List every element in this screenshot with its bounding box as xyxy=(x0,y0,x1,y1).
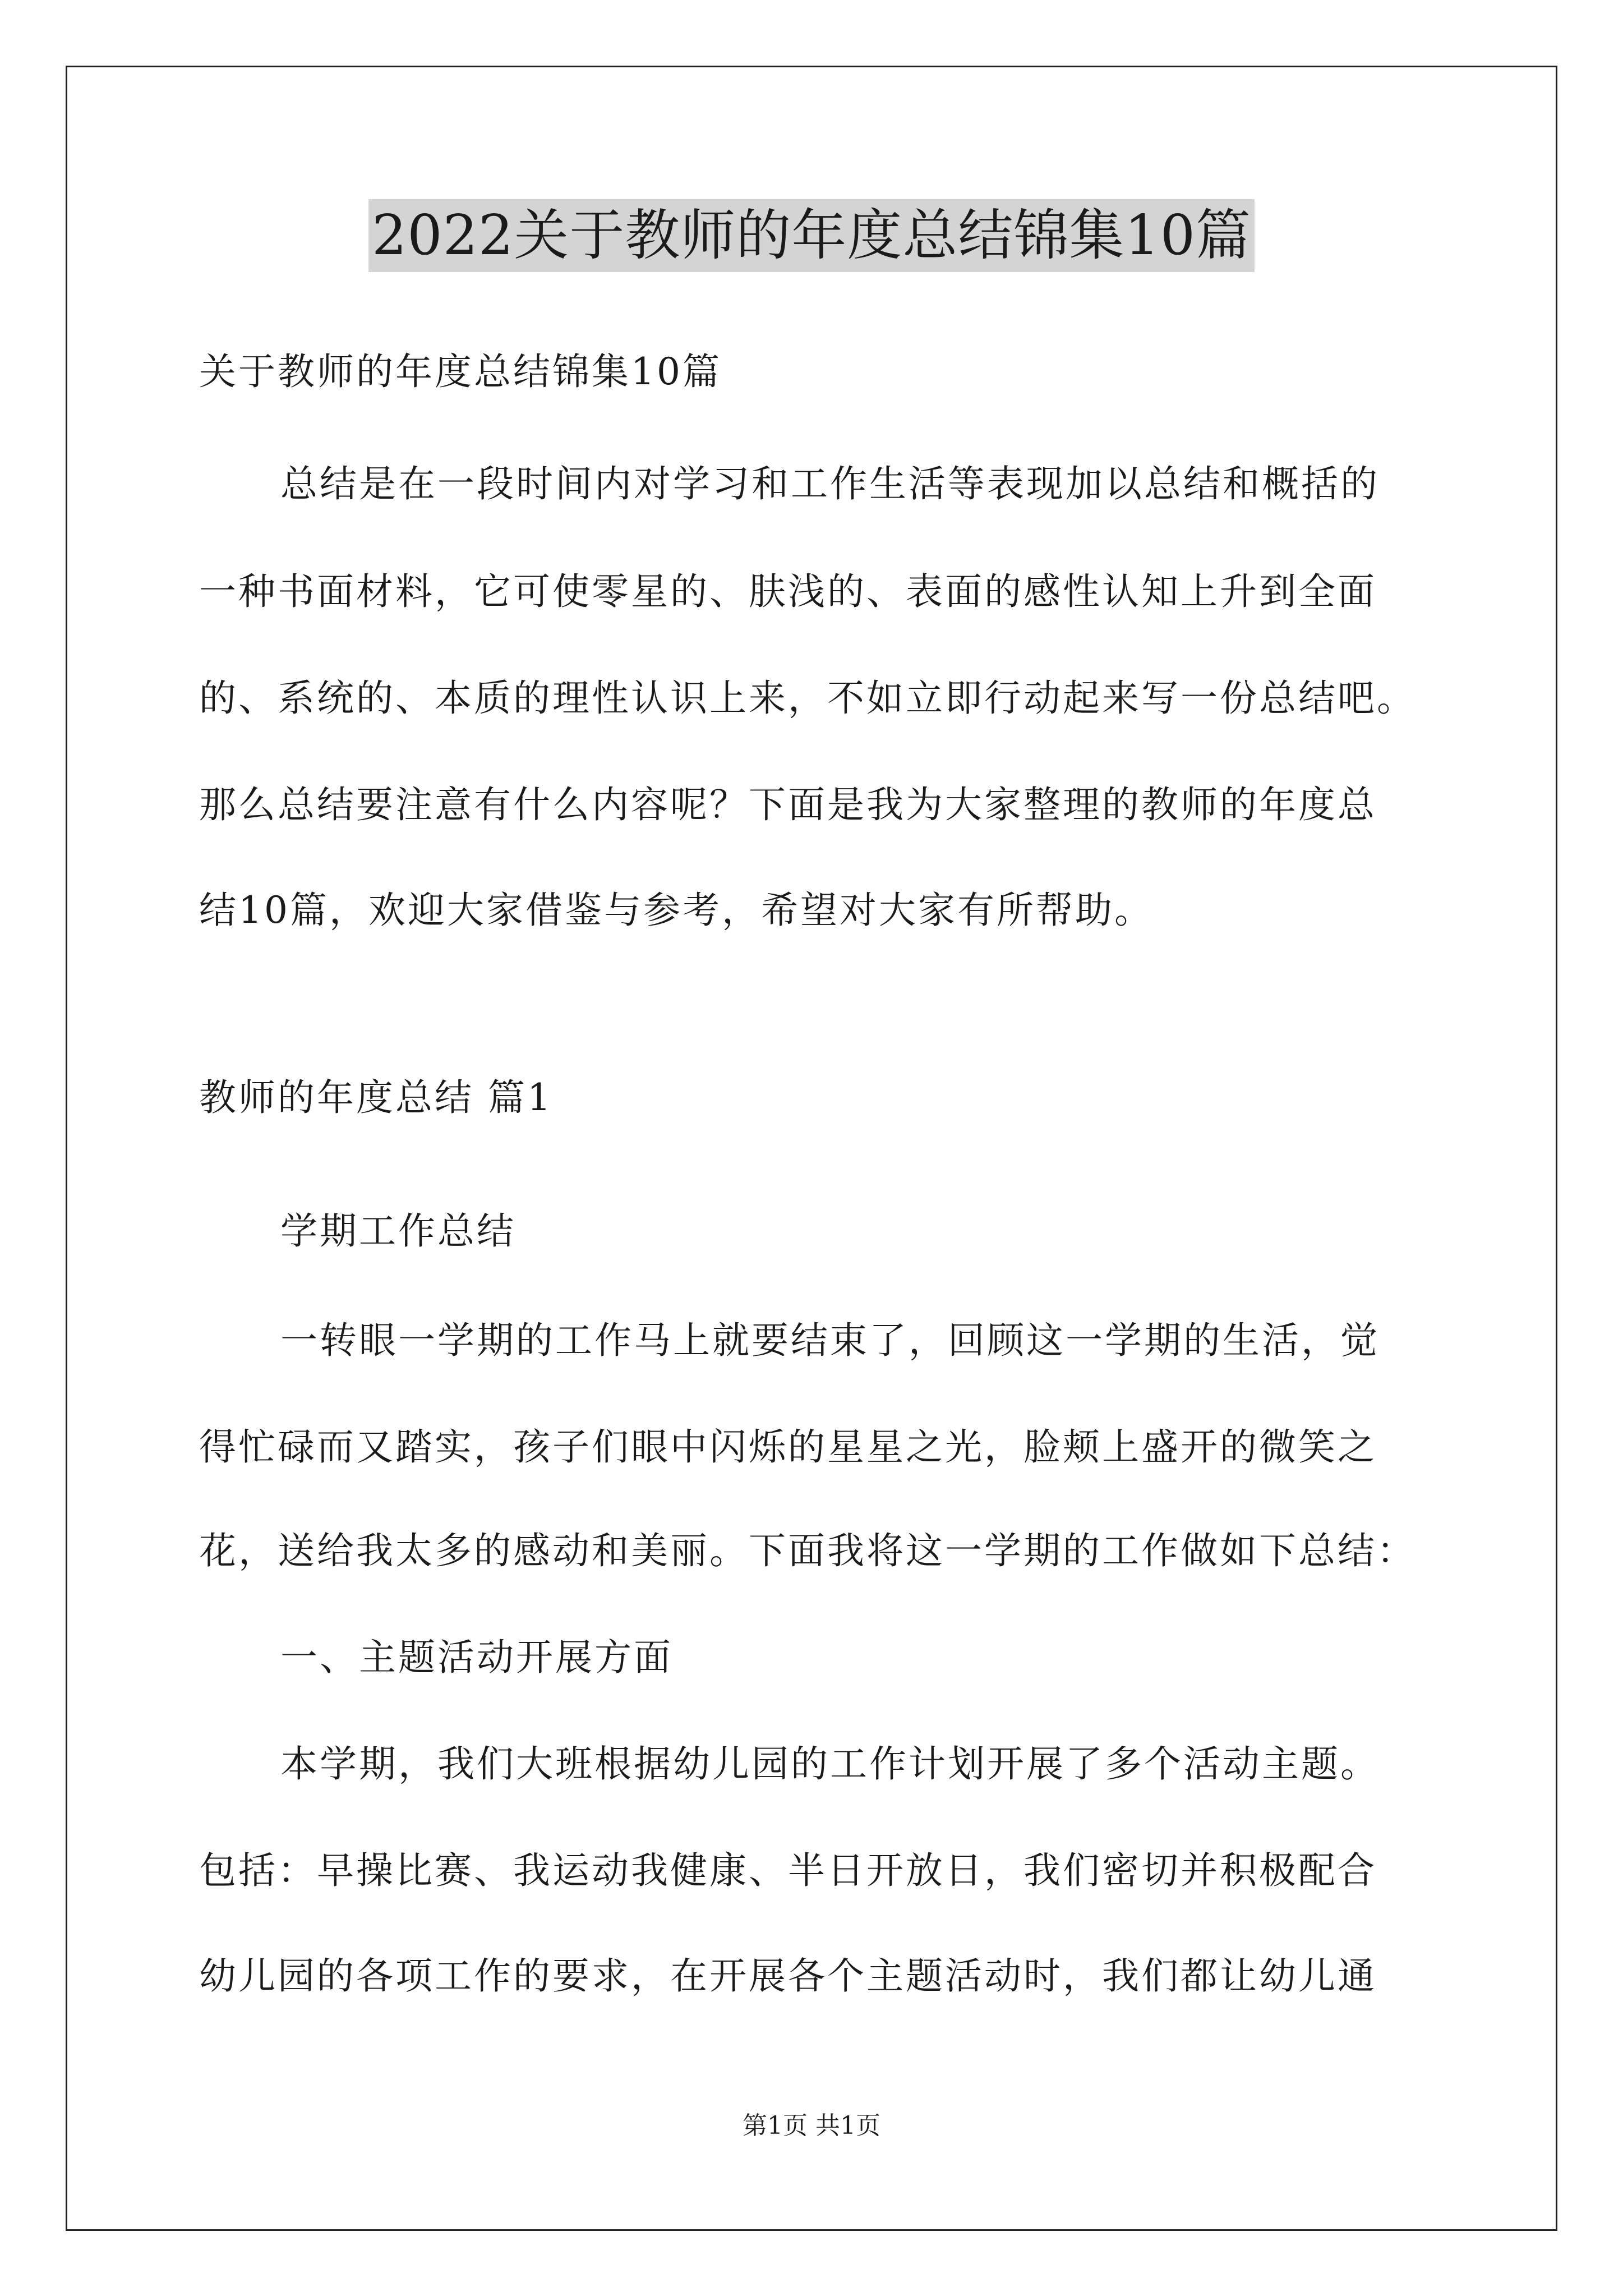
subheading: 学期工作总结 xyxy=(280,1209,516,1253)
page-footer: 第1页 共1页 xyxy=(743,2111,880,2140)
point1-heading: 一、主题活动开展方面 xyxy=(280,1636,673,1679)
intro-line-1: 总结是在一段时间内对学习和工作生活等表现加以总结和概括的 xyxy=(280,462,1380,505)
para2-line-3: 幼儿园的各项工作的要求，在开展各个主题活动时，我们都让幼儿通 xyxy=(199,1954,1377,1998)
para1-line-3: 花，送给我太多的感动和美丽。下面我将这一学期的工作做如下总结： xyxy=(199,1529,1416,1572)
para2-line-2: 包括：早操比赛、我运动我健康、半日开放日，我们密切并积极配合 xyxy=(199,1849,1377,1892)
para1-line-2: 得忙碌而又踏实，孩子们眼中闪烁的星星之光，脸颊上盛开的微笑之 xyxy=(199,1425,1377,1469)
intro-line-4: 那么总结要注意有什么内容呢？下面是我为大家整理的教师的年度总 xyxy=(199,783,1377,826)
para2-line-1: 本学期，我们大班根据幼儿园的工作计划开展了多个活动主题。 xyxy=(280,1742,1380,1786)
intro-line-5: 结10篇，欢迎大家借鉴与参考，希望对大家有所帮助。 xyxy=(199,889,1154,932)
section-heading: 教师的年度总结 篇1 xyxy=(199,1076,553,1119)
document-subtitle: 关于教师的年度总结锦集10篇 xyxy=(199,350,722,393)
intro-line-3: 的、系统的、本质的理性认识上来，不如立即行动起来写一份总结吧。 xyxy=(199,677,1416,720)
para1-line-1: 一转眼一学期的工作马上就要结束了，回顾这一学期的生活，觉 xyxy=(280,1319,1380,1362)
document-title: 2022关于教师的年度总结锦集10篇 xyxy=(368,199,1255,272)
title-container xyxy=(0,199,1623,272)
intro-line-2: 一种书面材料，它可使零星的、肤浅的、表面的感性认知上升到全面 xyxy=(199,570,1377,613)
